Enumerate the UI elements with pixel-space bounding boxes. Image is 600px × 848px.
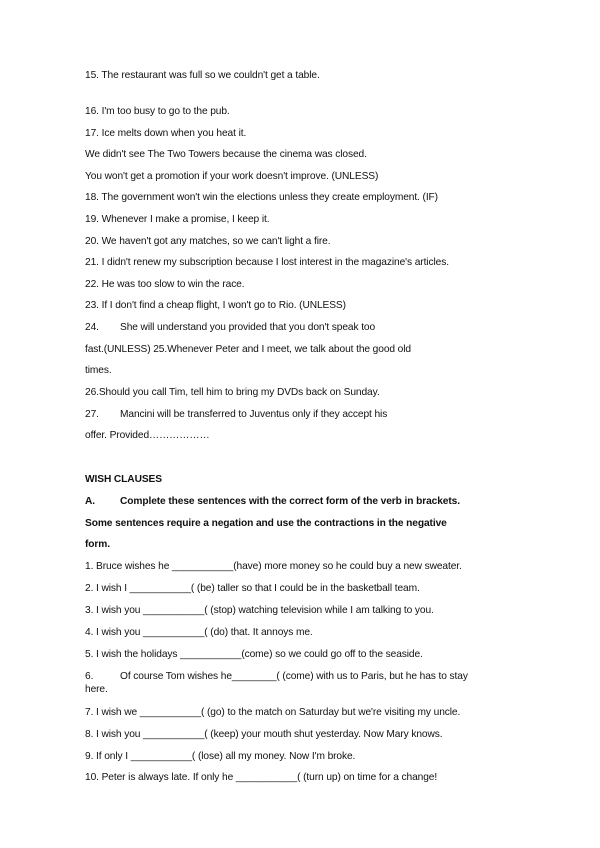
sentence-23: 23. If I don't find a cheap flight, I won't go to Rio. (UNLESS)	[85, 300, 346, 311]
sentence-27b: offer. Provided………………	[85, 430, 210, 441]
instruction-label: A.	[85, 496, 95, 507]
sentence-24-text: She will understand you provided that you don't speak too	[120, 322, 376, 333]
question-3: 3. I wish you ___________( (stop) watching television while I am talking to you.	[85, 605, 434, 616]
instruction-line-1	[85, 496, 460, 508]
question-4: 4. I wish you ___________( (do) that. It annoys me.	[85, 627, 313, 638]
sentence-19: 19. Whenever I make a promise, I keep it.	[85, 214, 270, 225]
sentence-24-number: 24.	[85, 322, 99, 333]
sentence-21: 21. I didn't renew my subscription because I lost interest in the magazine's articles.	[85, 257, 449, 268]
sentence-17c: You won't get a promotion if your work doesn't improve. (UNLESS)	[85, 171, 379, 182]
section-title: WISH CLAUSES	[85, 474, 162, 485]
question-9: 9. If only I ___________( (lose) all my money. Now I'm broke.	[85, 751, 356, 762]
question-5: 5. I wish the holidays ___________(come) so we could go off to the seaside.	[85, 649, 423, 660]
question-6b: here.	[85, 684, 108, 695]
sentence-16: 16. I'm too busy to go to the pub.	[85, 106, 230, 117]
sentence-18: 18. The government won't win the elections unless they create employment. (IF)	[85, 192, 438, 203]
instruction-line-2: Some sentences require a negation and use the contractions in the negative	[85, 518, 447, 529]
sentence-26: 26.Should you call Tim, tell him to bring my DVDs back on Sunday.	[85, 387, 380, 398]
question-1: 1. Bruce wishes he ___________(have) more money so he could buy a new sweater.	[85, 561, 462, 572]
sentence-27-text: Mancini will be transferred to Juventus only if they accept his	[120, 409, 388, 420]
sentence-27	[85, 409, 387, 421]
sentence-20: 20. We haven't got any matches, so we can't light a fire.	[85, 236, 331, 247]
question-7: 7. I wish we ___________( (go) to the match on Saturday but we're visiting my uncle.	[85, 707, 461, 718]
instruction-line-3: form.	[85, 539, 110, 550]
sentence-24	[85, 322, 375, 334]
instruction-text: Complete these sentences with the correct form of the verb in brackets.	[120, 496, 460, 507]
question-6-number: 6.	[85, 671, 94, 682]
sentence-22: 22. He was too slow to win the race.	[85, 279, 245, 290]
sentence-24c: times.	[85, 365, 112, 376]
sentence-27-number: 27.	[85, 409, 99, 420]
question-10: 10. Peter is always late. If only he ___________( (turn up) on time for a change!	[85, 772, 438, 783]
sentence-17b: We didn't see The Two Towers because the cinema was closed.	[85, 149, 367, 160]
question-2: 2. I wish I ___________( (be) taller so that I could be in the basketball team.	[85, 583, 420, 594]
sentence-17: 17. Ice melts down when you heat it.	[85, 128, 247, 139]
sentence-24b: fast.(UNLESS) 25.Whenever Peter and I meet, we talk about the good old	[85, 344, 411, 355]
question-6	[85, 671, 468, 683]
question-6-text: Of course Tom wishes he________( (come) with us to Paris, but he has to stay	[120, 671, 468, 682]
question-8: 8. I wish you ___________( (keep) your mouth shut yesterday. Now Mary knows.	[85, 729, 443, 740]
sentence-15: 15. The restaurant was full so we couldn't get a table.	[85, 70, 320, 81]
